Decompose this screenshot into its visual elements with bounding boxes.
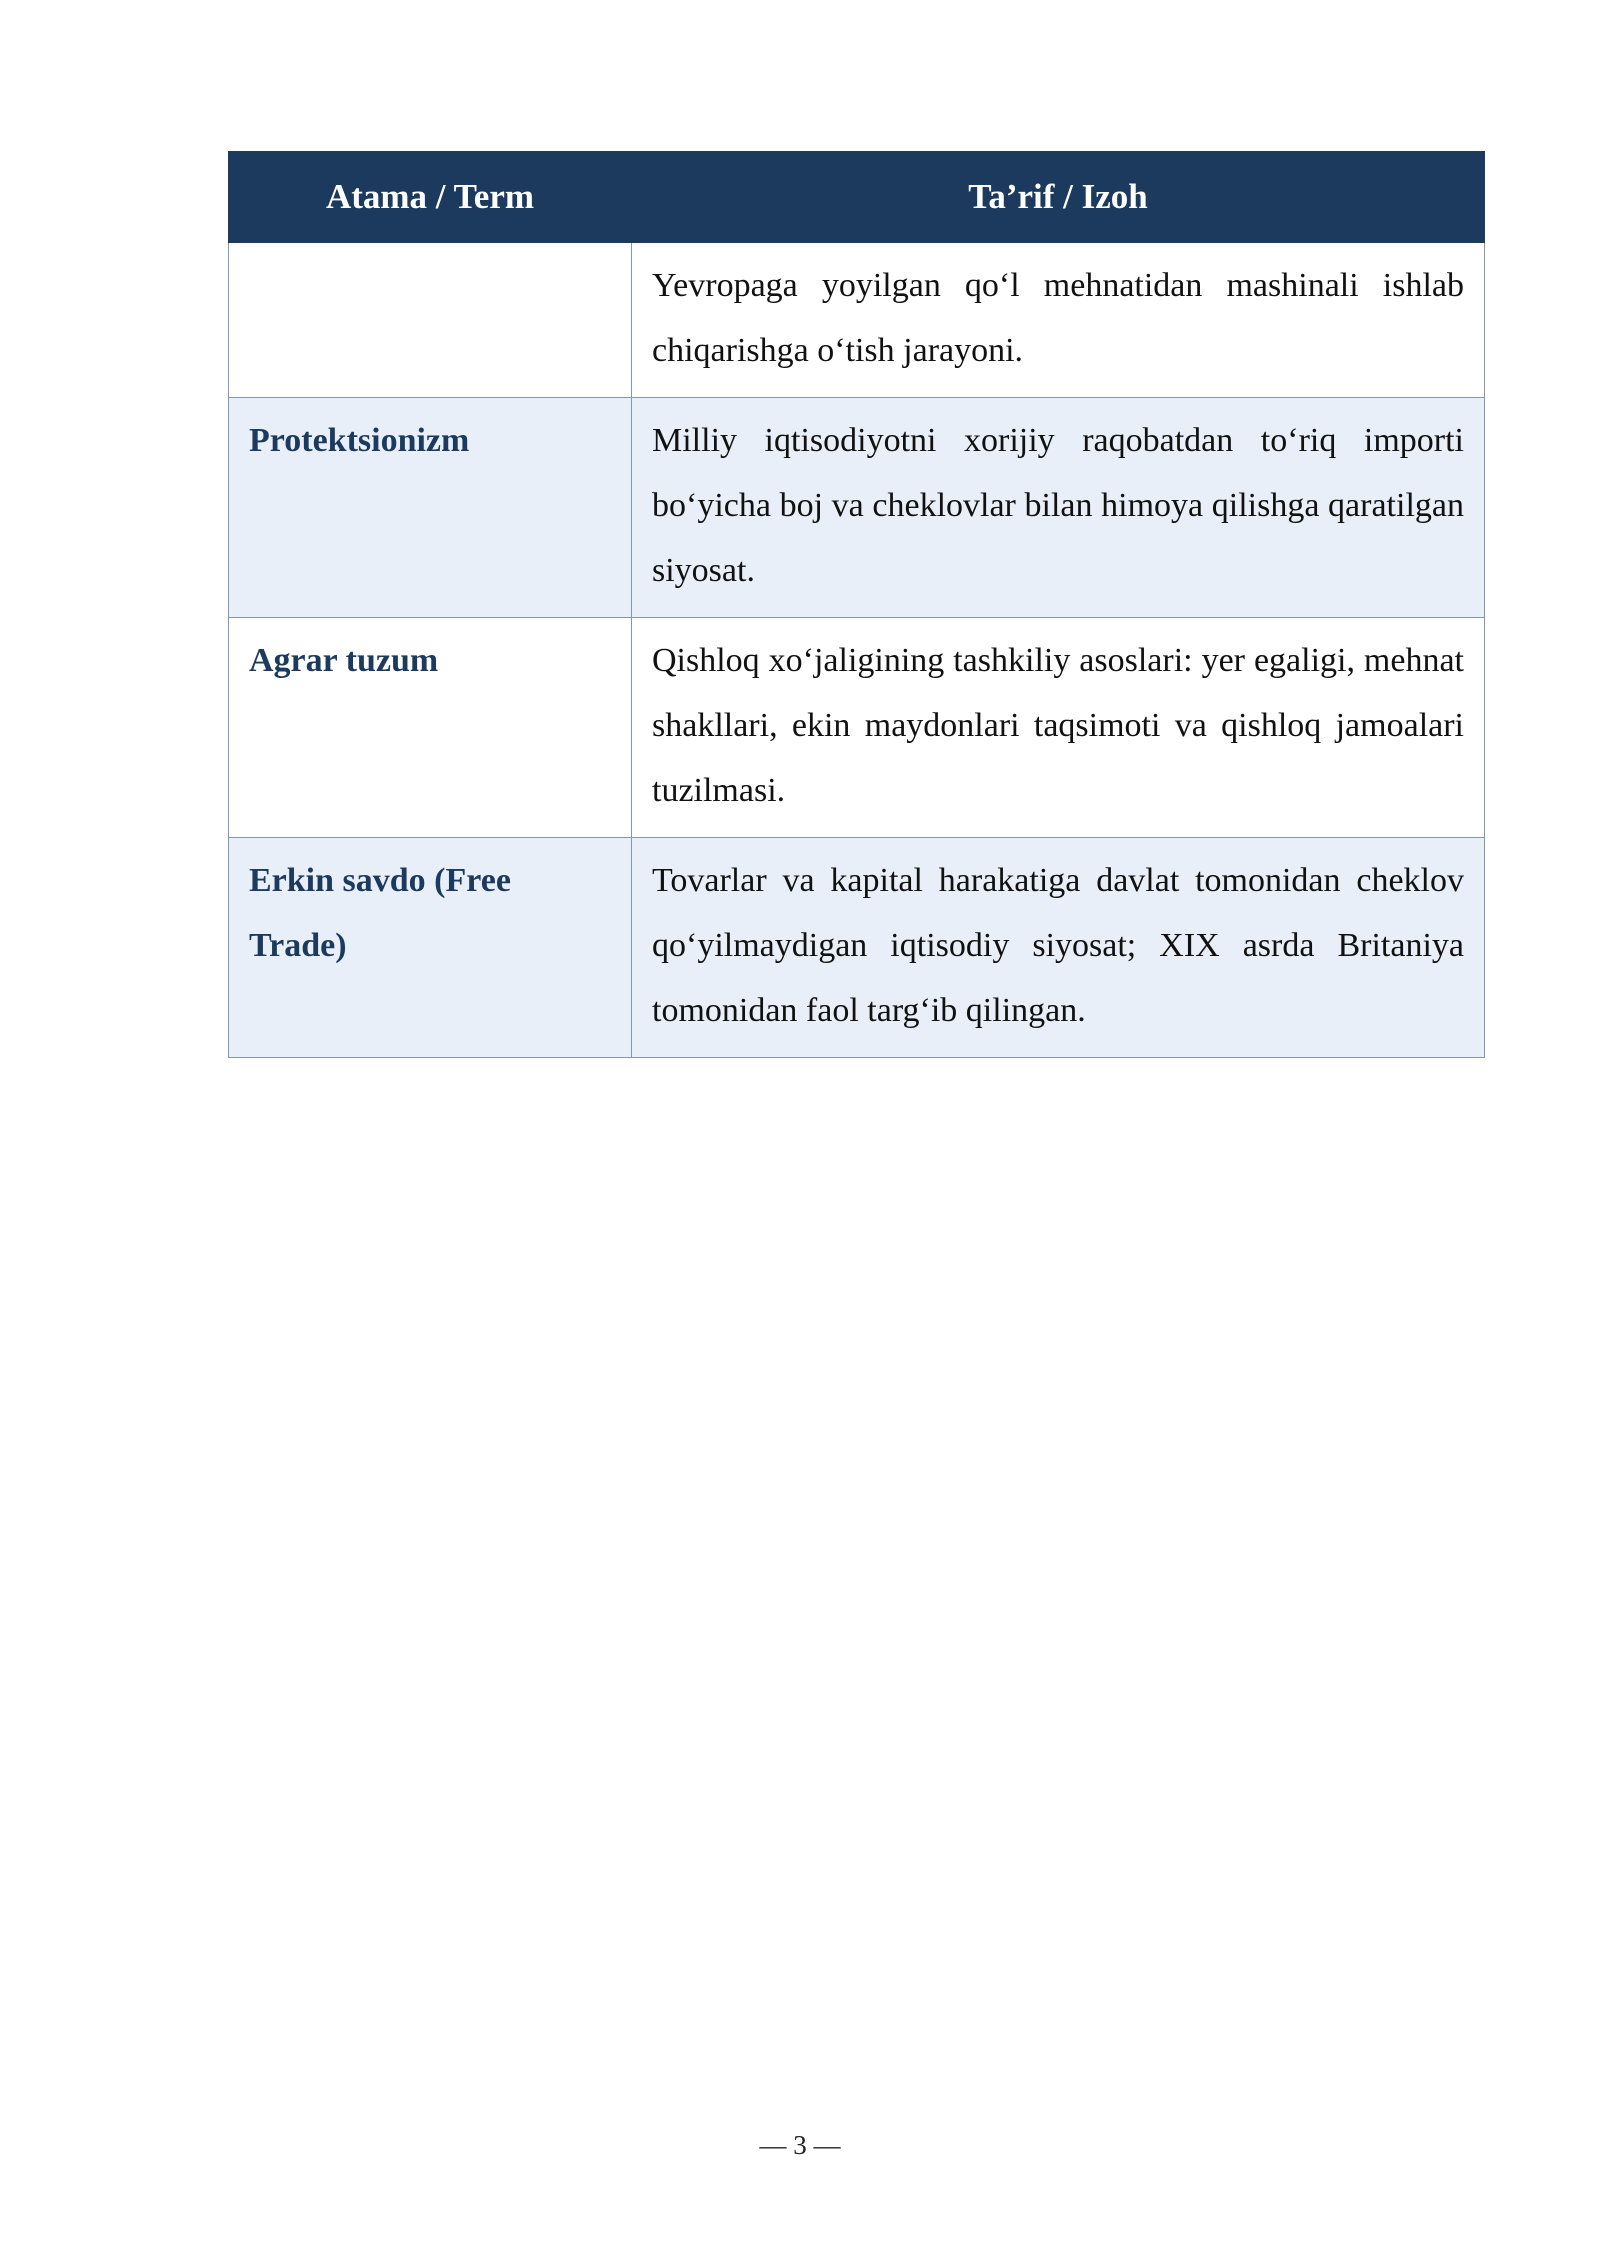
glossary-table xyxy=(228,151,1485,1058)
definition-cell: Tovarlar va kapital harakatiga davlat tomonidan cheklov qo‘yilmaydigan iqtisodiy siyosat; XIX asrda Britaniya tomonidan faol targ‘ib qilingan. xyxy=(632,838,1485,1058)
term-cell: Protektsionizm xyxy=(229,398,632,618)
definition-cell: Milliy iqtisodiyotni xorijiy raqobatdan to‘riq importi bo‘yicha boj va cheklovlar bilan himoya qilishga qaratilgan siyosat. xyxy=(632,398,1485,618)
term-cell: Erkin savdo (Free Trade) xyxy=(229,838,632,1058)
definition-cell: Yevropaga yoyilgan qo‘l mehnatidan mashinali ishlab chiqarishga o‘tish jarayoni. xyxy=(632,243,1485,398)
page-number: — 3 — xyxy=(759,2130,841,2160)
header-definition: Ta’rif / Izoh xyxy=(632,152,1485,243)
table-row xyxy=(229,618,1485,838)
table-row xyxy=(229,838,1485,1058)
term-cell xyxy=(229,243,632,398)
header-term: Atama / Term xyxy=(229,152,632,243)
table-row xyxy=(229,398,1485,618)
table-row xyxy=(229,243,1485,398)
term-cell: Agrar tuzum xyxy=(229,618,632,838)
definition-cell: Qishloq xo‘jaligining tashkiliy asoslari: yer egaligi, mehnat shakllari, ekin maydonlari taqsimoti va qishloq jamoalari tuzilmasi. xyxy=(632,618,1485,838)
table-header-row xyxy=(229,152,1485,243)
